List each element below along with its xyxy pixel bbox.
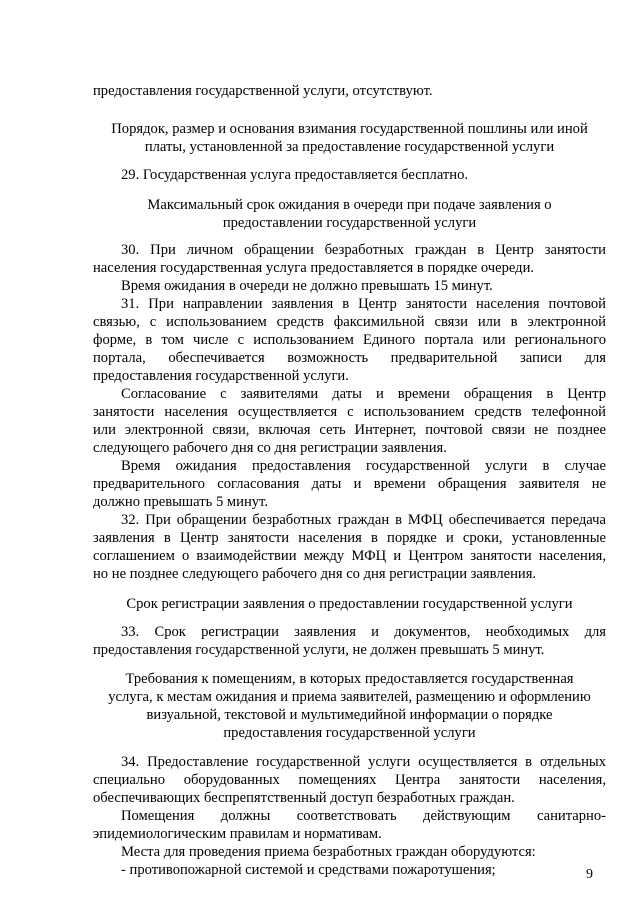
paragraph-line: или электронной связи, включая сеть Интернет, почтовой связи не позднее bbox=[93, 422, 606, 438]
section-heading-line: Срок регистрации заявления о предоставлении государственной услуги bbox=[126, 596, 573, 612]
paragraph-line: связью, с использованием средств факсимильной связи или в электронной bbox=[93, 314, 606, 330]
page-number: 9 bbox=[586, 867, 593, 882]
paragraph-line: должно превышать 5 минут. bbox=[93, 494, 268, 510]
paragraph-line: портала, обеспечивается возможность предварительной записи для bbox=[93, 350, 606, 366]
section-heading-line: предоставления государственной услуги bbox=[223, 725, 476, 741]
paragraph-line: эпидемиологическим правилам и нормативам. bbox=[93, 826, 382, 842]
section-heading-line: Требования к помещениям, в которых предоставляется государственная bbox=[125, 671, 574, 687]
paragraph-line: предоставления государственной услуги, не должен превышать 5 минут. bbox=[93, 642, 545, 658]
list-item-line: - противопожарной системой и средствами пожаротушения; bbox=[121, 862, 496, 878]
paragraph-line: обеспечивающих беспрепятственный доступ безработных граждан. bbox=[93, 790, 515, 806]
paragraph-line: Согласование с заявителями даты и времени обращения в Центр bbox=[121, 386, 606, 402]
paragraph-line: Время ожидания предоставления государственной услуги в случае bbox=[121, 458, 606, 474]
section-heading-line: Максимальный срок ожидания в очереди при подаче заявления о bbox=[147, 197, 552, 213]
paragraph-line: 29. Государственная услуга предоставляется бесплатно. bbox=[121, 167, 469, 183]
paragraph-line: 30. При личном обращении безработных граждан в Центр занятости bbox=[121, 242, 606, 258]
text-line: предоставления государственной услуги, отсутствуют. bbox=[93, 83, 433, 99]
paragraph-line: занятости населения осуществляется с использованием средств телефонной bbox=[93, 404, 606, 420]
paragraph-line: Время ожидания в очереди не должно превышать 15 минут. bbox=[121, 278, 493, 294]
paragraph-line: Места для проведения приема безработных граждан оборудуются: bbox=[121, 844, 536, 860]
section-heading-line: платы, установленной за предоставление государственной услуги bbox=[144, 139, 555, 155]
section-heading-line: Порядок, размер и основания взимания государственной пошлины или иной bbox=[111, 121, 588, 137]
paragraph-line: предварительного согласования даты и времени обращения заявителя не bbox=[93, 476, 606, 492]
paragraph-line: населения государственная услуга предоставляется в порядке очереди. bbox=[93, 260, 535, 276]
paragraph-line: Помещения должны соответствовать действующим санитарно- bbox=[121, 808, 606, 824]
paragraph-line: соглашением о взаимодействии между МФЦ и Центром занятости населения, bbox=[93, 548, 606, 564]
section-heading-line: предоставлении государственной услуги bbox=[222, 215, 477, 231]
paragraph-line: 31. При направлении заявления в Центр занятости населения почтовой bbox=[121, 296, 606, 312]
paragraph-line: специально оборудованных помещениях Центра занятости населения, bbox=[93, 772, 606, 788]
paragraph-line: 32. При обращении безработных граждан в МФЦ обеспечивается передача bbox=[121, 512, 606, 528]
paragraph-line: 34. Предоставление государственной услуги осуществляется в отдельных bbox=[121, 754, 606, 770]
paragraph-line: форме, в том числе с использованием Единого портала или регионального bbox=[93, 332, 606, 348]
section-heading-line: услуга, к местам ожидания и приема заявителей, размещению и оформлению bbox=[108, 689, 591, 705]
section-heading-line: визуальной, текстовой и мультимедийной информации о порядке bbox=[146, 707, 553, 723]
paragraph-line: 33. Срок регистрации заявления и документов, необходимых для bbox=[121, 624, 606, 640]
paragraph-line: заявления в Центр занятости населения в порядке и сроки, установленные bbox=[93, 530, 606, 546]
paragraph-line: предоставления государственной услуги. bbox=[93, 368, 349, 384]
paragraph-line: следующего рабочего дня со дня регистрации заявления. bbox=[93, 440, 447, 456]
paragraph-line: но не позднее следующего рабочего дня со дня регистрации заявления. bbox=[93, 566, 537, 582]
